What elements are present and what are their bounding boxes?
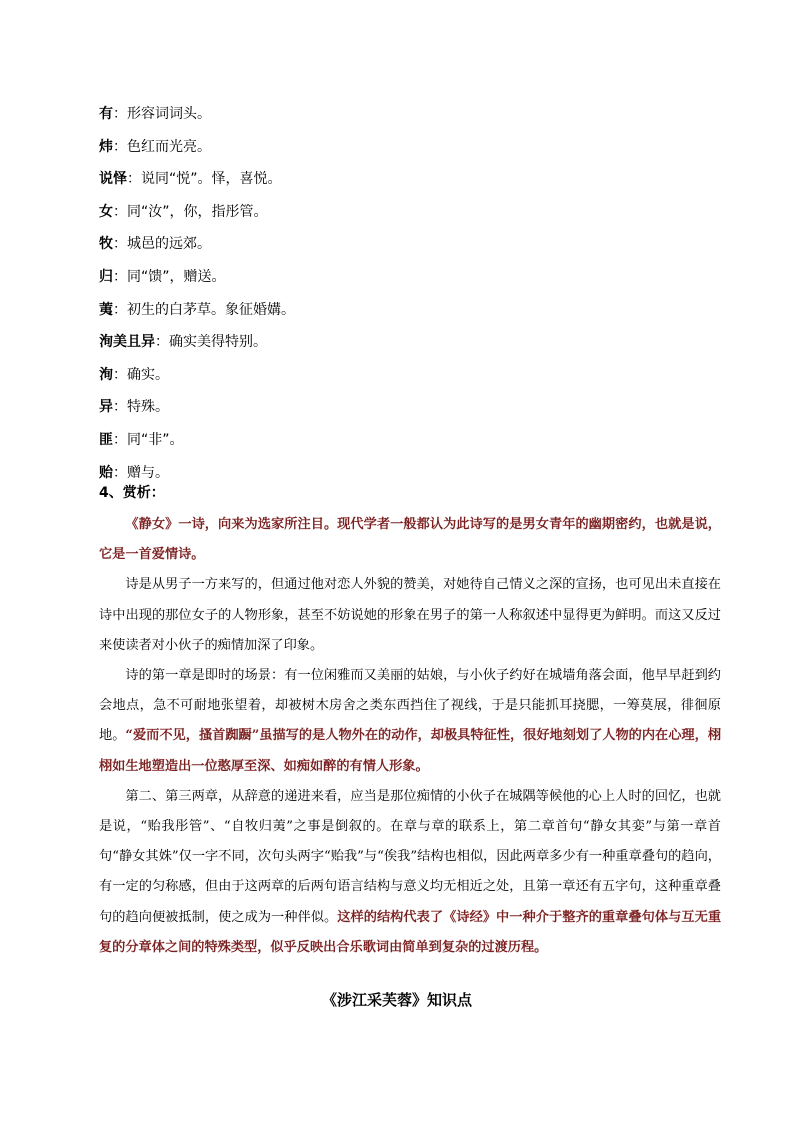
- analysis-paragraph-4: [99, 782, 721, 963]
- glossary-term: 炜: [99, 138, 113, 155]
- glossary-item: [99, 326, 699, 359]
- glossary-definition: ：城邑的远郊。: [113, 236, 211, 253]
- glossary-definition: ：特殊。: [113, 399, 169, 416]
- glossary-definition: ：色红而光亮。: [113, 138, 211, 155]
- glossary-term: 归: [99, 268, 113, 285]
- glossary-item: [99, 196, 699, 229]
- glossary-definition: ：确实。: [113, 366, 169, 383]
- analysis-paragraph-3: [99, 661, 721, 782]
- glossary-definition: ：同“馈”，赠送。: [113, 268, 226, 285]
- glossary-term: 匪: [99, 431, 113, 448]
- glossary-definition: ：同“非”。: [113, 431, 184, 448]
- analysis-body: [99, 510, 721, 963]
- glossary-definition: ：说同“悦”。怿，喜悦。: [127, 171, 282, 188]
- glossary-definition: ：确实美得特别。: [155, 334, 267, 351]
- glossary-item: [99, 131, 699, 164]
- glossary-term: 荑: [99, 301, 113, 318]
- glossary-definition: ：同“汝”，你，指彤管。: [113, 203, 268, 220]
- glossary-item: [99, 98, 699, 131]
- glossary-term: 贻: [99, 464, 113, 481]
- next-section-title: 《涉江采芙蓉》知识点: [321, 991, 472, 1009]
- analysis-paragraph-2: 诗是从男子一方来写的，但通过他对恋人外貌的赞美，对她待自己情义之深的宣扬，也可见出未直接在诗中出现的那位女子的人物形象，甚至不妨说她的形象在男子的第一人称叙述中显得更为鲜明。而这又反过来使读者对小伙子的痴情加深了印象。: [99, 577, 721, 653]
- glossary-definition: ：初生的白茅草。象征婚媾。: [113, 301, 295, 318]
- glossary-item: [99, 261, 699, 294]
- glossary-item: [99, 457, 699, 490]
- glossary-term: 洵: [99, 366, 113, 383]
- glossary-item: [99, 163, 699, 196]
- glossary-list: [99, 98, 699, 489]
- glossary-term: 异: [99, 399, 113, 416]
- analysis-text: 第二、第三两章，从辞意的递进来看，应当是那位痴情的小伙子在城隅等候他的心上人时的回忆，也就是说，“贻我彤管”、“自牧归荑”之事是倒叙的。在章与章的联系上，第二章首句“静女其娈”与第一章首句“静女其姝”仅一字不同，次句头两字“贻我”与“俟我”结构也相似，因此两章多少有一种重章叠句的趋向，有一定的匀称感，但由于这两章的后两句语言结构与意义均无相近之处，且第一章还有五字句，这种重章叠句的趋向便被抵制，使之成为一种伴似。: [99, 788, 721, 925]
- glossary-term: 牧: [99, 236, 113, 253]
- glossary-term: 有: [99, 106, 113, 122]
- glossary-definition: ：形容词词头。: [113, 106, 211, 122]
- glossary-term: 女: [99, 203, 113, 220]
- glossary-item: [99, 228, 699, 261]
- analysis-highlight: “爱而不见，搔首踟蹰”虽描写的是人物外在的动作，却极具特征性，很好地刻划了人物的内在心理，栩栩如生地塑造出一位憨厚至深、如痴如醉的有情人形象。: [99, 728, 722, 774]
- analysis-paragraph-1: 《静女》一诗，向来为选家所注目。现代学者一般都认为此诗写的是男女青年的幽期密约，也就是说，它是一首爱情诗。: [99, 517, 721, 563]
- glossary-item: [99, 391, 699, 424]
- analysis-highlight: 这样的结构代表了《诗经》中一种介于整齐的重章叠句体与互无重复的分章体之间的特殊类型，似乎反映出合乐歌词由简单到复杂的过渡历程。: [99, 909, 722, 955]
- glossary-item: [99, 294, 699, 327]
- glossary-definition: ：赠与。: [113, 464, 169, 481]
- analysis-text: 诗的第一章是即时的场景：有一位闲雅而又美丽的姑娘，与小伙子约好在城墙角落会面，他早早赶到约会地点，急不可耐地张望着，却被树木房舍之类东西挡住了视线，于是只能抓耳挠腮，一筹莫展，徘徊原地。: [99, 668, 721, 744]
- glossary-item: [99, 359, 699, 392]
- glossary-term: 洵美且异: [99, 334, 155, 351]
- section-heading: 4、赏析：: [99, 485, 165, 501]
- glossary-term: 说怿: [99, 171, 127, 188]
- glossary-item: [99, 424, 699, 457]
